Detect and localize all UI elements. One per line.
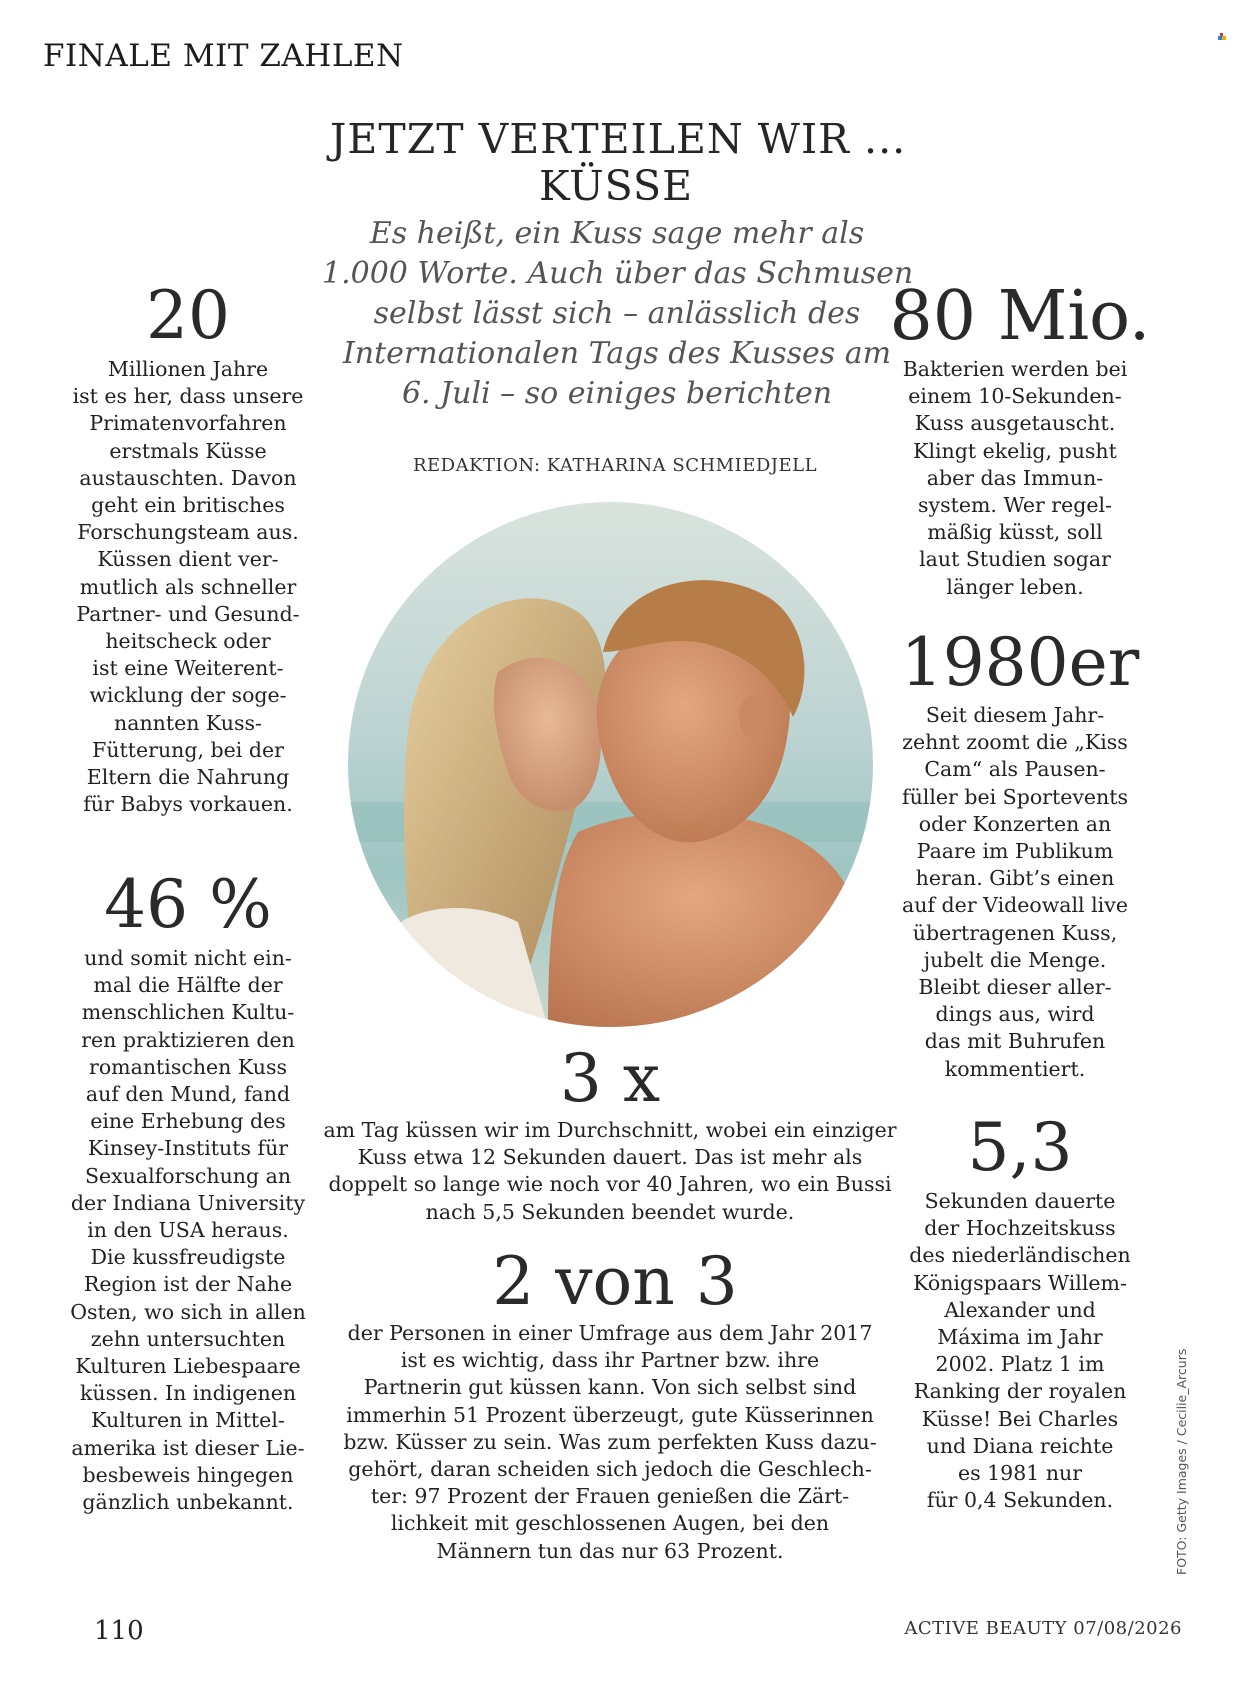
- text-line: Bleibt dieser aller-: [918, 975, 1112, 1000]
- text-line: 2002. Platz 1 im: [935, 1352, 1105, 1377]
- text-line: mutlich als schneller: [79, 574, 297, 599]
- text-line: Kuss etwa 12 Sekunden dauert. Das ist mehr als: [357, 1145, 863, 1170]
- text-line: kommentiert.: [944, 1056, 1086, 1081]
- fact-text-80-mio: [890, 356, 1140, 601]
- text-line: system. Wer regel-: [918, 493, 1112, 518]
- text-line: ter: 97 Prozent der Frauen genießen die Zärt-: [370, 1484, 850, 1509]
- text-line: am Tag küssen wir im Durchschnitt, wobei ein einziger: [323, 1118, 897, 1142]
- text-line: zehn untersuchten: [90, 1326, 286, 1351]
- text-line: erstmals Küsse: [109, 438, 267, 463]
- text-line: das mit Buhrufen: [924, 1029, 1106, 1054]
- fact-number-1980er: 1980er: [900, 624, 1140, 701]
- text-line: auf der Videowall live: [902, 893, 1128, 918]
- text-line: aber das Immun-: [926, 465, 1104, 490]
- page-number: 110: [94, 1616, 144, 1646]
- text-line: geht ein britisches: [91, 493, 285, 518]
- dek-line: 6. Juli – so einiges berichten: [401, 376, 833, 411]
- text-line: heitscheck oder: [105, 629, 271, 654]
- text-line: Fütterung, bei der: [92, 737, 284, 762]
- text-line: Osten, wo sich in allen: [70, 1299, 306, 1324]
- text-line: immerhin 51 Prozent überzeugt, gute Küsserinnen: [346, 1402, 874, 1427]
- text-line: Kuss ausgetauscht.: [914, 411, 1116, 436]
- text-line: Die kussfreudigste: [90, 1245, 286, 1270]
- fact-text-3x: [315, 1117, 905, 1226]
- text-line: laut Studien sogar: [919, 547, 1111, 572]
- fact-number-46-percent: 46 %: [104, 866, 272, 943]
- text-line: oder Konzerten an: [918, 811, 1112, 836]
- headline-line-1: JETZT VERTEILEN WIR ...: [330, 115, 907, 163]
- text-line: nannten Kuss-: [114, 710, 262, 735]
- text-line: der Personen in einer Umfrage aus dem Jahr 2017: [347, 1321, 873, 1345]
- fact-number-20: 20: [146, 277, 230, 354]
- text-line: mal die Hälfte der: [93, 973, 283, 998]
- text-line: doppelt so lange wie noch vor 40 Jahren, wo ein Bussi: [328, 1172, 892, 1197]
- text-line: wicklung der soge-: [89, 683, 287, 708]
- text-line: Máxima im Jahr: [937, 1325, 1103, 1350]
- text-line: länger leben.: [946, 574, 1084, 599]
- text-line: mäßig küsst, soll: [927, 520, 1103, 545]
- text-line: zehnt zoomt die „Kiss: [902, 730, 1128, 755]
- text-line: Königspaars Willem-: [913, 1270, 1127, 1295]
- text-line: menschlichen Kultu-: [81, 1000, 295, 1025]
- text-line: für Babys vorkauen.: [83, 792, 293, 817]
- section-heading: FINALE MIT ZAHLEN: [43, 38, 404, 74]
- byline: REDAKTION: KATHARINA SCHMIEDJELL: [412, 455, 818, 476]
- headline-line-2: KÜSSE: [538, 162, 694, 210]
- text-line: Ranking der royalen: [913, 1379, 1127, 1404]
- magazine-footer: ACTIVE BEAUTY 07/08/2026: [904, 1618, 1182, 1639]
- fact-text-1980er: [885, 702, 1145, 1083]
- text-line: der Hochzeitskuss: [924, 1216, 1116, 1241]
- fact-number-3x: 3 x: [559, 1040, 661, 1117]
- text-line: ist eine Weiterent-: [92, 656, 284, 681]
- text-line: Kinsey-Instituts für: [87, 1136, 289, 1161]
- dek-line: Internationalen Tags des Kusses am: [342, 336, 892, 371]
- dek-line: 1.000 Worte. Auch über das Schmusen: [322, 256, 914, 291]
- text-line: Cam“ als Pausen-: [924, 757, 1106, 782]
- text-line: küssen. In indigenen: [79, 1381, 297, 1406]
- text-line: dings aus, wird: [935, 1002, 1095, 1027]
- text-line: ist es wichtig, dass ihr Partner bzw. ihre: [400, 1348, 820, 1373]
- text-line: Primatenvorfahren: [89, 411, 287, 436]
- text-line: austauschten. Davon: [79, 465, 297, 490]
- fact-text-46-percent: [63, 945, 313, 1516]
- fact-number-80-mio: 80 Mio.: [889, 277, 1151, 356]
- text-line: Kulturen in Mittel-: [91, 1408, 285, 1433]
- text-line: füller bei Sportevents: [901, 784, 1129, 809]
- text-line: und somit nicht ein-: [84, 946, 292, 970]
- text-line: amerika ist dieser Lie-: [71, 1435, 305, 1460]
- text-line: Klingt ekelig, pusht: [913, 438, 1117, 463]
- text-line: Kulturen Liebespaare: [75, 1354, 301, 1379]
- text-line: besbeweis hingegen: [82, 1462, 294, 1487]
- text-line: romantischen Kuss: [89, 1054, 287, 1079]
- text-line: Sekunden dauerte: [924, 1189, 1116, 1213]
- text-line: Bakterien werden bei: [902, 357, 1128, 381]
- text-line: Männern tun das nur 63 Prozent.: [436, 1538, 784, 1563]
- text-line: des niederländischen: [909, 1243, 1131, 1268]
- fact-text-5-3: [895, 1188, 1145, 1514]
- fact-text-20: [68, 356, 308, 818]
- fact-text-2-von-3: [330, 1320, 890, 1565]
- text-line: bzw. Küsser zu sein. Was zum perfekten Kuss dazu-: [343, 1429, 877, 1454]
- text-line: nach 5,5 Sekunden beendet wurde.: [425, 1199, 795, 1224]
- fact-number-5-3: 5,3: [967, 1109, 1073, 1186]
- text-line: einem 10-Sekunden-: [908, 384, 1122, 409]
- text-line: und Diana reichte: [926, 1433, 1114, 1458]
- text-line: lichkeit mit geschlossenen Augen, bei den: [390, 1511, 830, 1536]
- text-line: es 1981 nur: [957, 1461, 1083, 1486]
- text-line: Alexander und: [944, 1297, 1096, 1322]
- text-line: Sexualforschung an: [84, 1163, 292, 1188]
- text-line: heran. Gibt’s einen: [915, 866, 1115, 891]
- text-line: für 0,4 Sekunden.: [926, 1488, 1114, 1513]
- text-line: Küssen dient ver-: [97, 547, 279, 572]
- text-line: ist es her, dass unsere: [72, 384, 304, 409]
- text-line: Region ist der Nahe: [83, 1272, 293, 1297]
- text-line: gehört, daran scheiden sich jedoch die Geschlech-: [348, 1457, 872, 1482]
- photo-credit: FOTO: Getty Images / Cecilie_Arcurs: [1174, 1348, 1189, 1575]
- text-line: der Indiana University: [70, 1190, 306, 1215]
- text-line: übertragenen Kuss,: [912, 920, 1118, 945]
- text-line: Forschungsteam aus.: [77, 520, 299, 545]
- text-line: Partner- und Gesund-: [76, 601, 300, 626]
- text-line: gänzlich unbekannt.: [82, 1490, 294, 1515]
- kissing-couple-photo: [348, 502, 873, 1027]
- text-line: auf den Mund, fand: [85, 1082, 291, 1107]
- text-line: Paare im Publikum: [916, 839, 1114, 864]
- text-line: Eltern die Nahrung: [86, 765, 290, 790]
- text-line: ren praktizieren den: [81, 1027, 295, 1052]
- text-line: in den USA heraus.: [87, 1218, 289, 1243]
- dek-line: Es heißt, ein Kuss sage mehr als: [369, 216, 865, 251]
- fact-number-2-von-3: 2 von 3: [492, 1243, 738, 1320]
- text-line: Millionen Jahre: [107, 357, 269, 381]
- text-line: Küsse! Bei Charles: [921, 1406, 1119, 1431]
- color-marks-icon: [1218, 33, 1228, 43]
- text-line: jubelt die Menge.: [923, 947, 1107, 972]
- dek-line: selbst lässt sich – anlässlich des: [373, 296, 861, 331]
- text-line: Seit diesem Jahr-: [925, 703, 1105, 727]
- text-line: eine Erhebung des: [90, 1109, 286, 1134]
- text-line: Partnerin gut küssen kann. Von sich selbst sind: [363, 1375, 857, 1400]
